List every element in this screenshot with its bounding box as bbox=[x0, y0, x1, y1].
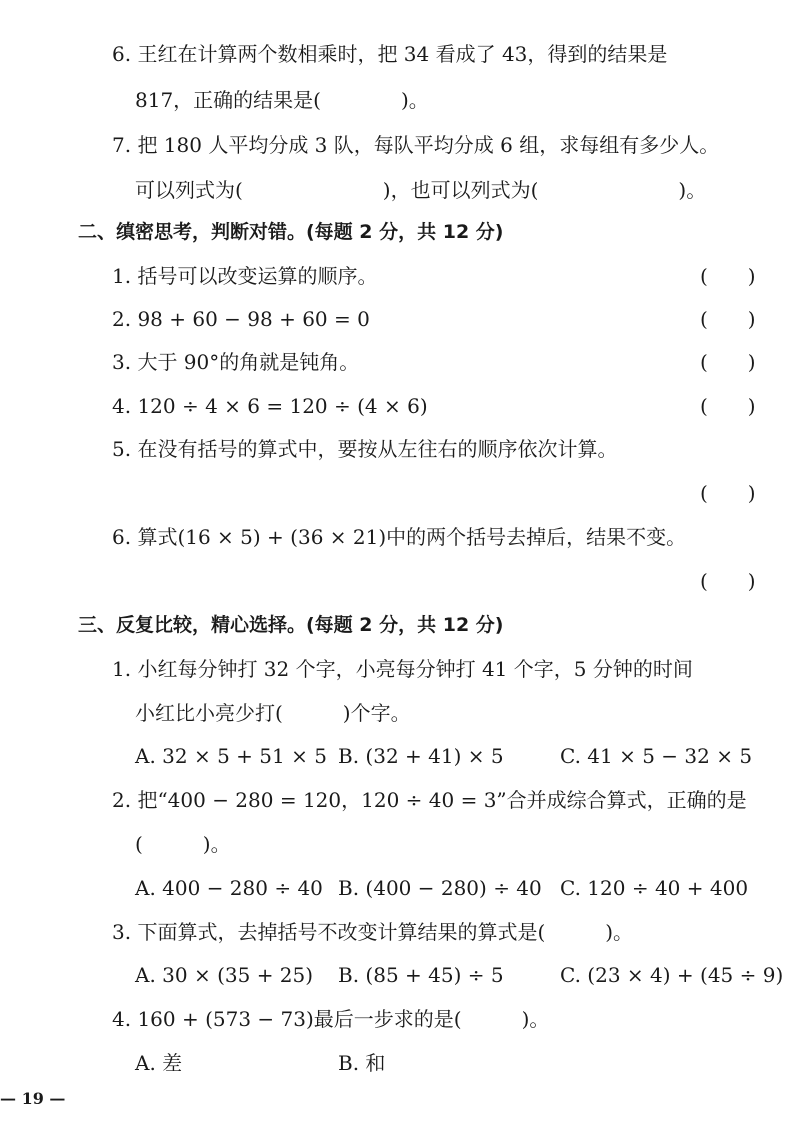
judge-item-4: 4. 120 ÷ 4 × 6 = 120 ÷ (4 × 6) bbox=[112, 394, 428, 418]
answer-parentheses: ( ) bbox=[700, 264, 756, 288]
section-2-heading: 二、缜密思考，判断对错。(每题 2 分，共 12 分) bbox=[78, 221, 504, 243]
choice-question-1-line-2: 小红比小亮少打( )个字。 bbox=[135, 701, 411, 725]
choice-question-3-line-1: 3. 下面算式，去掉括号不改变计算结果的算式是( )。 bbox=[112, 920, 634, 944]
question-7-line-1: 7. 把 180 人平均分成 3 队，每队平均分成 6 组，求每组有多少人。 bbox=[112, 133, 720, 157]
question-7-line-2: 可以列式为( )，也可以列式为( )。 bbox=[135, 178, 707, 202]
option-a: A. 差 bbox=[135, 1051, 183, 1075]
option-a: A. 32 × 5 + 51 × 5 bbox=[135, 744, 327, 768]
page-number: — 19 — bbox=[0, 1089, 66, 1108]
question-6-line-1: 6. 王红在计算两个数相乘时，把 34 看成了 43，得到的结果是 bbox=[112, 42, 668, 66]
option-a: A. 400 − 280 ÷ 40 bbox=[135, 876, 323, 900]
option-b: B. 和 bbox=[338, 1051, 386, 1075]
judge-item-5: 5. 在没有括号的算式中，要按从左往右的顺序依次计算。 bbox=[112, 437, 618, 461]
choice-question-2-line-1: 2. 把“400 − 280 = 120，120 ÷ 40 = 3”合并成综合算式，正确的是 bbox=[112, 788, 747, 812]
judge-item-6: 6. 算式(16 × 5) + (36 × 21)中的两个括号去掉后，结果不变。 bbox=[112, 525, 687, 549]
question-6-line-2: 817，正确的结果是( )。 bbox=[135, 88, 429, 112]
judge-item-2: 2. 98 + 60 − 98 + 60 = 0 bbox=[112, 307, 370, 331]
choice-question-1-line-1: 1. 小红每分钟打 32 个字，小亮每分钟打 41 个字，5 分钟的时间 bbox=[112, 657, 693, 681]
answer-parentheses: ( ) bbox=[700, 350, 756, 374]
option-b: B. (400 − 280) ÷ 40 bbox=[338, 876, 542, 900]
section-3-heading: 三、反复比较，精心选择。(每题 2 分，共 12 分) bbox=[78, 614, 504, 636]
choice-question-4-line-1: 4. 160 + (573 − 73)最后一步求的是( )。 bbox=[112, 1007, 550, 1031]
judge-item-3: 3. 大于 90°的角就是钝角。 bbox=[112, 350, 360, 374]
option-b: B. (32 + 41) × 5 bbox=[338, 744, 504, 768]
option-b: B. (85 + 45) ÷ 5 bbox=[338, 963, 504, 987]
answer-parentheses: ( ) bbox=[700, 481, 756, 505]
answer-parentheses: ( ) bbox=[700, 394, 756, 418]
choice-question-2-line-2: ( )。 bbox=[135, 832, 231, 856]
option-c: C. (23 × 4) + (45 ÷ 9) bbox=[560, 963, 784, 987]
answer-parentheses: ( ) bbox=[700, 307, 756, 331]
answer-parentheses: ( ) bbox=[700, 569, 756, 593]
option-c: C. 120 ÷ 40 + 400 bbox=[560, 876, 749, 900]
judge-item-1: 1. 括号可以改变运算的顺序。 bbox=[112, 264, 378, 288]
option-c: C. 41 × 5 − 32 × 5 bbox=[560, 744, 753, 768]
option-a: A. 30 × (35 + 25) bbox=[135, 963, 314, 987]
